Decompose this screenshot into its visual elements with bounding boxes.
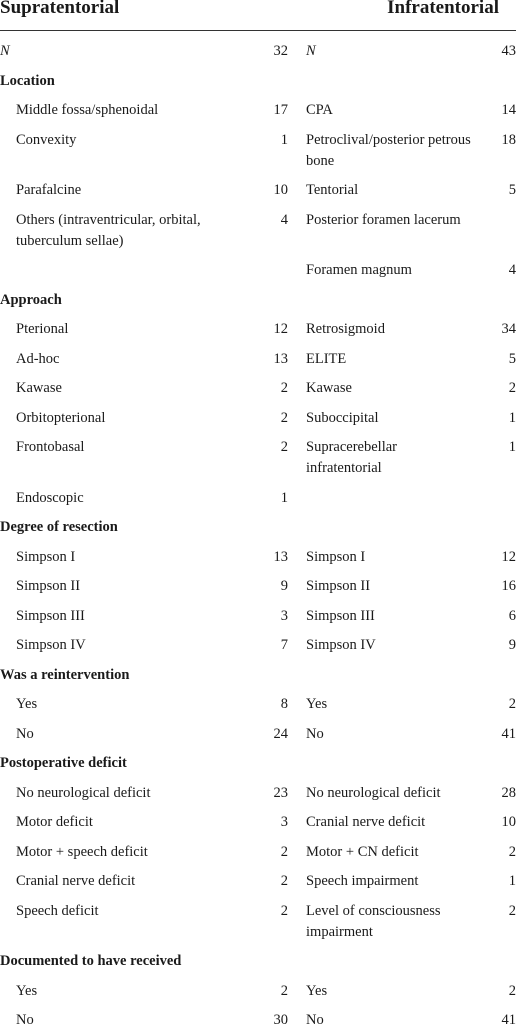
right-label: Retrosigmoid xyxy=(306,321,385,337)
right-value: 2 xyxy=(508,696,516,712)
left-label: Yes xyxy=(16,982,38,999)
table-row xyxy=(0,542,516,572)
right-value: 1 xyxy=(508,409,516,426)
left-label: Convexity xyxy=(16,131,77,148)
table-row xyxy=(0,866,516,896)
right-value: 2 xyxy=(508,902,516,919)
left-value: 17 xyxy=(273,102,289,118)
right-label: Posterior foramen lacerum xyxy=(306,211,461,228)
gap-spacer xyxy=(288,719,306,749)
right-value: 5 xyxy=(508,182,516,198)
section-title: Approach xyxy=(0,291,62,308)
right-label: No xyxy=(306,725,324,742)
right-value: 16 xyxy=(501,578,516,594)
indent-spacer xyxy=(0,807,16,837)
right-value: 18 xyxy=(501,131,516,148)
right-value: 2 xyxy=(508,982,516,999)
right-value: 1 xyxy=(508,873,516,889)
right-label: Simpson II xyxy=(306,578,371,594)
right-label: Foramen magnum xyxy=(306,262,412,278)
left-value: 3 xyxy=(280,814,289,830)
left-value: 24 xyxy=(273,725,289,742)
left-value: 2 xyxy=(280,409,289,426)
left-value: 4 xyxy=(280,211,289,228)
n-label-left: N xyxy=(0,43,10,59)
right-value: 1 xyxy=(508,439,516,455)
left-value: 9 xyxy=(280,578,289,594)
table-row xyxy=(0,175,516,205)
section-title: Postoperative deficit xyxy=(0,755,127,771)
table-row xyxy=(0,344,516,374)
left-label: Yes xyxy=(16,696,38,712)
right-label: Simpson I xyxy=(306,548,366,565)
left-value: 7 xyxy=(280,637,289,653)
section-title: Degree of resection xyxy=(0,519,118,535)
right-value xyxy=(476,205,516,256)
right-label: Level of consciousness impairment xyxy=(306,902,441,940)
left-label xyxy=(16,255,250,285)
right-label: Tentorial xyxy=(306,182,359,198)
left-value: 30 xyxy=(273,1012,289,1028)
left-label: Motor + speech deficit xyxy=(16,843,148,860)
indent-spacer xyxy=(0,125,16,176)
right-value: 5 xyxy=(508,350,516,367)
n-label-right: N xyxy=(306,43,316,59)
left-value: 1 xyxy=(280,489,289,506)
left-value: 2 xyxy=(280,439,289,455)
left-label: Kawase xyxy=(16,380,62,396)
gap-spacer xyxy=(288,432,306,483)
left-value: 2 xyxy=(280,843,289,860)
right-label: Motor + CN deficit xyxy=(306,843,419,860)
indent-spacer xyxy=(0,373,16,403)
indent-spacer xyxy=(0,542,16,572)
indent-spacer xyxy=(0,719,16,749)
indent-spacer xyxy=(0,314,16,344)
left-value: 1 xyxy=(280,131,289,148)
table-row xyxy=(0,689,516,719)
right-value: 2 xyxy=(508,380,516,396)
gap-spacer xyxy=(288,837,306,867)
gap-spacer xyxy=(288,314,306,344)
left-label: Simpson IV xyxy=(16,637,86,653)
gap-spacer xyxy=(288,95,306,125)
right-label: Suboccipital xyxy=(306,409,379,426)
left-value: 23 xyxy=(273,784,289,801)
table-body xyxy=(0,31,516,1035)
gap-spacer xyxy=(288,205,306,256)
left-label: Parafalcine xyxy=(16,182,82,198)
right-value: 28 xyxy=(501,784,516,801)
right-label: Simpson IV xyxy=(306,637,376,653)
gap-spacer xyxy=(288,344,306,374)
gap-spacer xyxy=(288,175,306,205)
indent-spacer xyxy=(0,976,16,1006)
left-label: Orbitopterional xyxy=(16,409,106,426)
left-label: Others (intraventricular, orbital, tuberculum sellae) xyxy=(16,211,201,249)
section-title: Was a reintervention xyxy=(0,666,130,683)
right-value: 10 xyxy=(501,814,516,830)
table-row xyxy=(0,403,516,433)
table-row xyxy=(0,807,516,837)
table-row xyxy=(0,125,516,176)
right-value: 2 xyxy=(508,843,516,860)
table-row xyxy=(0,837,516,867)
right-label: No xyxy=(306,1012,324,1028)
right-label: Yes xyxy=(306,982,328,999)
right-label: Supracerebellar infratentorial xyxy=(306,439,397,476)
table-row xyxy=(0,373,516,403)
gap-spacer xyxy=(288,896,306,947)
table-row xyxy=(0,719,516,749)
section-title: Documented to have received xyxy=(0,953,182,969)
section-row xyxy=(0,66,516,96)
table-row xyxy=(0,630,516,660)
left-label: Frontobasal xyxy=(16,439,85,455)
gap-spacer xyxy=(288,689,306,719)
indent-spacer xyxy=(0,630,16,660)
section-row xyxy=(0,748,516,778)
right-label: Simpson III xyxy=(306,607,375,624)
gap-spacer xyxy=(288,807,306,837)
left-value: 13 xyxy=(273,548,289,565)
indent-spacer xyxy=(0,689,16,719)
left-label: No xyxy=(16,1012,34,1028)
left-value: 12 xyxy=(273,321,289,337)
left-label: Pterional xyxy=(16,321,69,337)
right-value: 41 xyxy=(501,725,516,742)
table-row xyxy=(0,571,516,601)
right-value: 6 xyxy=(508,607,516,624)
table-row xyxy=(0,314,516,344)
left-label: Simpson I xyxy=(16,548,76,565)
left-label: Speech deficit xyxy=(16,902,99,919)
table-row xyxy=(0,205,516,256)
right-label xyxy=(306,483,476,513)
right-value: 41 xyxy=(501,1012,516,1028)
right-label: Cranial nerve deficit xyxy=(306,814,426,830)
left-value: 2 xyxy=(280,902,289,919)
gap-spacer xyxy=(288,601,306,631)
left-value: 8 xyxy=(280,696,289,712)
left-value: 10 xyxy=(273,182,289,198)
right-value: 34 xyxy=(501,321,516,337)
table-row xyxy=(0,896,516,947)
section-row xyxy=(0,512,516,542)
gap-spacer xyxy=(288,778,306,808)
indent-spacer xyxy=(0,432,16,483)
table-header xyxy=(0,0,516,31)
right-label: ELITE xyxy=(306,350,347,367)
left-label: Middle fossa/sphenoidal xyxy=(16,102,159,118)
right-label: Speech impairment xyxy=(306,873,419,889)
n-value-right: 43 xyxy=(501,43,516,59)
right-label: CPA xyxy=(306,102,333,118)
right-value: 9 xyxy=(508,637,516,653)
right-label: Petroclival/posterior petrous bone xyxy=(306,131,471,169)
section-row xyxy=(0,660,516,690)
gap-spacer xyxy=(288,255,306,285)
indent-spacer xyxy=(0,255,16,285)
table-row xyxy=(0,255,516,285)
gap-spacer xyxy=(288,483,306,513)
left-value: 2 xyxy=(280,380,289,396)
gap-spacer xyxy=(288,125,306,176)
gap-spacer xyxy=(288,866,306,896)
header-infratentorial: Infratentorial xyxy=(387,0,499,18)
right-value: 12 xyxy=(501,548,516,565)
indent-spacer xyxy=(0,837,16,867)
left-label: Ad-hoc xyxy=(16,350,60,367)
left-label: Cranial nerve deficit xyxy=(16,873,136,889)
table-row xyxy=(0,976,516,1006)
gap-spacer xyxy=(288,976,306,1006)
header-supratentorial: Supratentorial xyxy=(0,0,120,18)
right-value: 14 xyxy=(501,102,516,118)
table-row xyxy=(0,95,516,125)
left-value: 2 xyxy=(280,982,289,999)
left-label: No xyxy=(16,725,34,742)
n-row xyxy=(0,31,516,66)
indent-spacer xyxy=(0,344,16,374)
left-label: Endoscopic xyxy=(16,489,84,506)
indent-spacer xyxy=(0,403,16,433)
indent-spacer xyxy=(0,571,16,601)
section-row xyxy=(0,285,516,315)
table-row xyxy=(0,778,516,808)
indent-spacer xyxy=(0,95,16,125)
indent-spacer xyxy=(0,205,16,256)
right-label: Yes xyxy=(306,696,328,712)
right-value: 4 xyxy=(508,262,516,278)
left-value: 13 xyxy=(273,350,289,367)
section-title: Location xyxy=(0,72,55,89)
section-row xyxy=(0,946,516,976)
left-label: Simpson III xyxy=(16,607,85,624)
indent-spacer xyxy=(0,601,16,631)
left-label: Simpson II xyxy=(16,578,81,594)
right-label: Kawase xyxy=(306,380,352,396)
right-value xyxy=(476,483,516,513)
gap-spacer xyxy=(288,403,306,433)
right-label: No neurological deficit xyxy=(306,784,441,801)
table-row xyxy=(0,432,516,483)
gap-spacer xyxy=(288,542,306,572)
left-value: 2 xyxy=(280,873,289,889)
left-value xyxy=(250,255,288,285)
indent-spacer xyxy=(0,175,16,205)
n-value-left: 32 xyxy=(273,43,289,59)
table-row xyxy=(0,601,516,631)
indent-spacer xyxy=(0,866,16,896)
gap-spacer xyxy=(288,571,306,601)
table-row xyxy=(0,483,516,513)
left-label: Motor deficit xyxy=(16,814,93,830)
gap-spacer xyxy=(288,373,306,403)
gap-spacer xyxy=(288,630,306,660)
left-label: No neurological deficit xyxy=(16,784,151,801)
indent-spacer xyxy=(0,483,16,513)
indent-spacer xyxy=(0,778,16,808)
left-value: 3 xyxy=(280,607,289,624)
indent-spacer xyxy=(0,896,16,947)
